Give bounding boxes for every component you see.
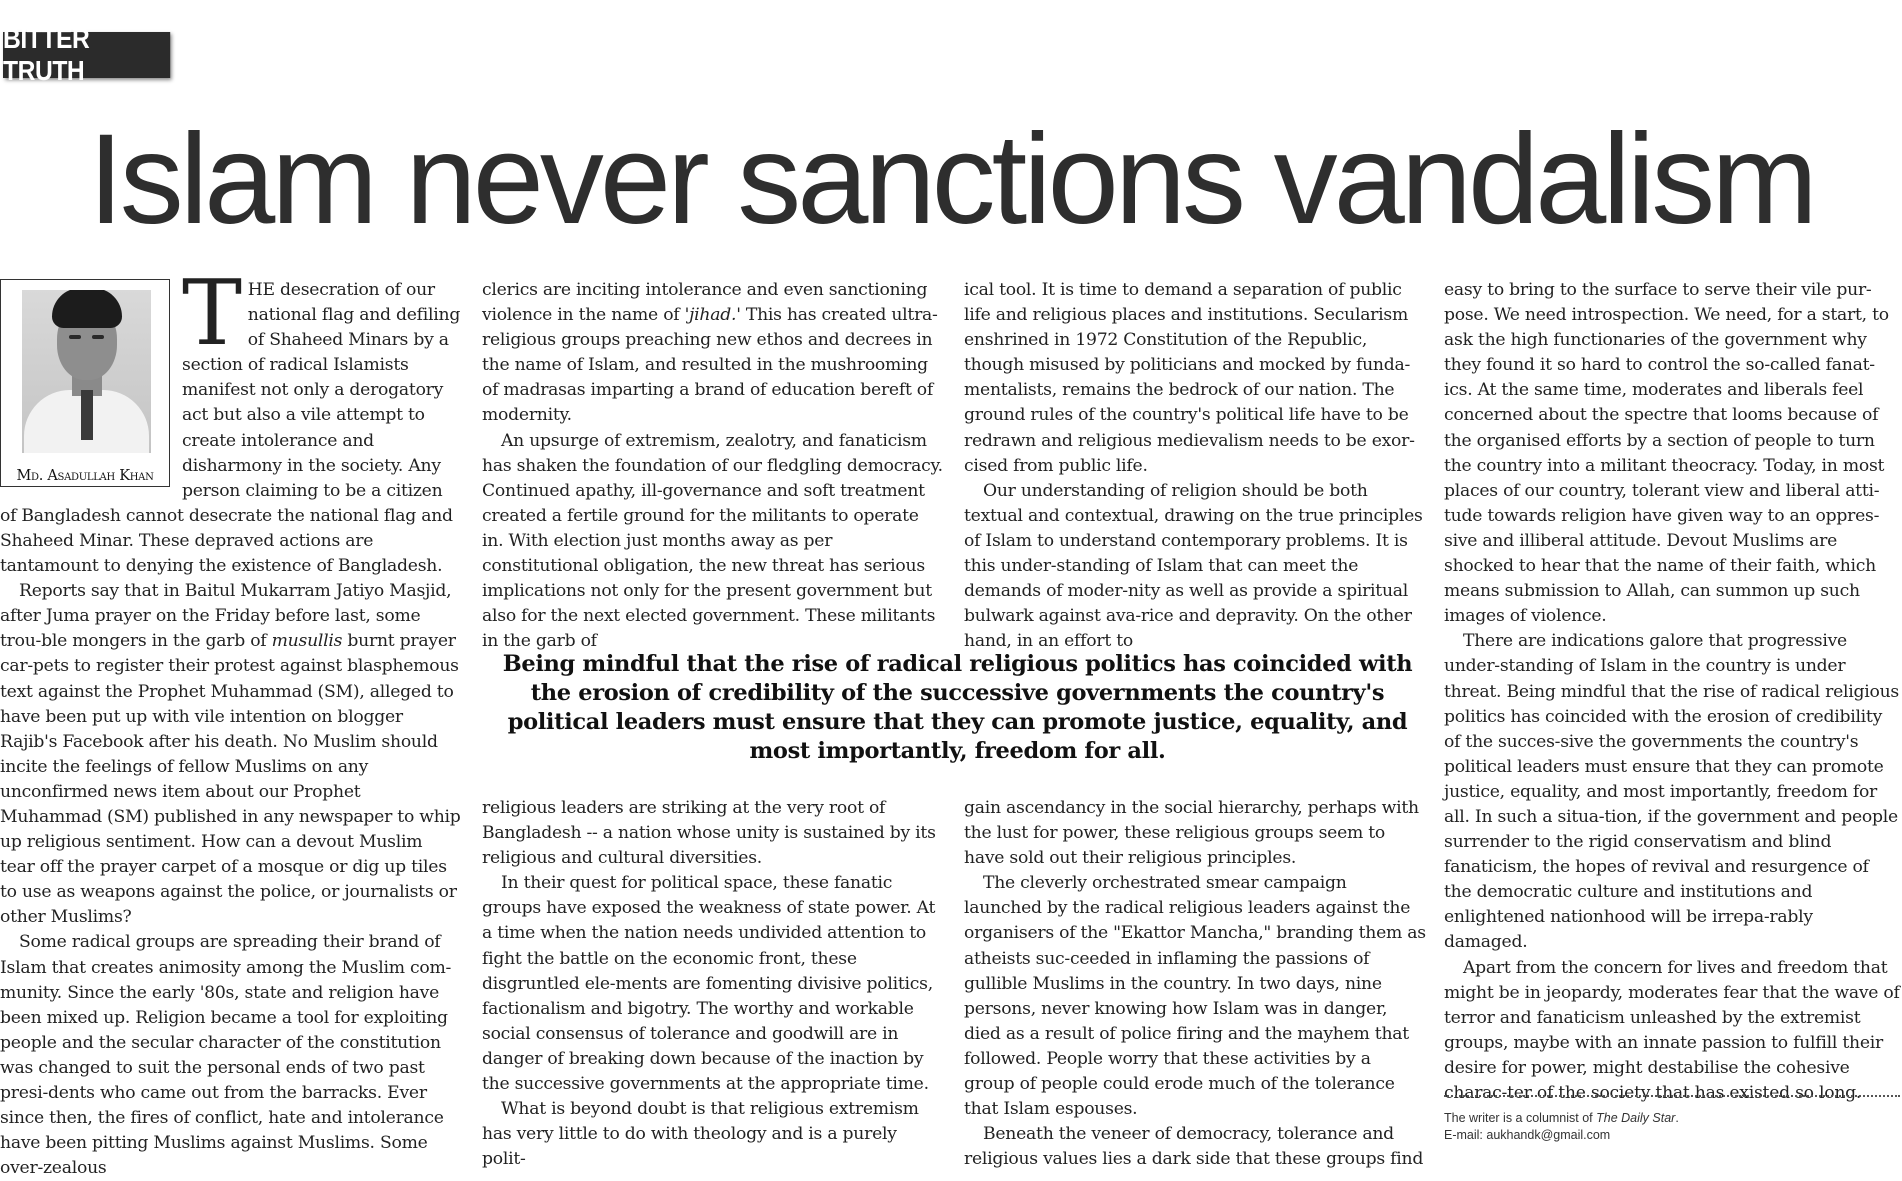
writer-email: E-mail: aukhandk@gmail.com — [1444, 1128, 1611, 1142]
column-3-bottom — [964, 796, 1426, 1172]
column-4 — [1444, 278, 1900, 1106]
paragraph: ical tool. It is time to demand a separation of public life and religious places and institutions. Secularism enshrined in 1972 Constitution of the Republic, though misused by politicians and mocked by funda-mentalists, remains the bedrock of our nation. The ground rules of the country's political life have to be redrawn and religious medievalism needs to be exor-cised from public life. — [964, 280, 1415, 476]
paragraph: gain ascendancy in the social hierarchy, perhaps with the lust for power, these religious groups seem to have sold out their religious principles. — [964, 798, 1419, 869]
paragraph: THE desecration of our national flag and defiling of Shaheed Minars by a section of radical Islamists manifest not only a derogatory act but also a vile attempt to create intolerance and disharmony in the society. Any person claiming to be a citizen of Bangladesh cannot desecrate the national flag and Shaheed Minar. These depraved actions are tantamount to denying the existence of Bangladesh. — [0, 261, 461, 577]
paragraph: Our understanding of religion should be both textual and contextual, drawing on the true principles of Islam to understand contemporary problems. It is this under-standing of Islam that can meet the demands of moder-nity as well as provide a spiritual bulwark against ava-rice and depravity. On the other hand, in an effort to — [964, 480, 1423, 652]
paragraph: In their quest for political space, these fanatic groups have exposed the weakness of state power. At a time when the nation needs undivided attention to fight the battle on the economic front, these disgruntled ele-ments are fomenting divisive politics, factionalism and bigotry. The worthy and workable social consensus of tolerance and goodwill are in danger of breaking down because of the inaction by the successive governments at the appropriate time. — [482, 873, 936, 1095]
column-1 — [0, 261, 462, 1181]
column-3-top — [964, 278, 1426, 654]
footer-divider — [1444, 1095, 1900, 1097]
paragraph: What is beyond doubt is that religious extremism has very little to do with theology and is a purely polit- — [482, 1099, 919, 1170]
paragraph: religious leaders are striking at the very root of Bangladesh -- a nation whose unity is sustained by its religious and cultural diversities. — [482, 798, 936, 869]
paragraph: The cleverly orchestrated smear campaign launched by the radical religious leaders against the organisers of the "Ekattor Mancha," branding them as atheists suc-ceeded in inflaming the passions of gullible Muslims in the country. In two days, nine persons, never knowing how Islam was in danger, died as a result of police firing and the mayhem that followed. People worry that these activities by a group of people could erode much of the tolerance that Islam espouses. — [964, 873, 1426, 1120]
paragraph: Apart from the concern for lives and freedom that might be in jeopardy, moderates fear that the wave of terror and fanaticism unleashed by the extremist groups, maybe with an innate passion to fulfill their desire for power, might destabilise the cohesive charac-ter of the society that has existed so long. — [1444, 957, 1900, 1103]
headline: Islam never sanctions vandalism — [88, 108, 1814, 251]
author-photo-box — [0, 279, 170, 487]
paragraph: easy to bring to the surface to serve their vile pur-pose. We need introspection. We need, for a start, to ask the high functionaries of the government why they found it so hard to control the so-called fanat-ics. At the same time, moderates and liberals feel concerned about the spectre that looms because of the organised efforts by a section of people to turn the country into a militant theocracy. Today, in most places of our country, tolerant view and liberal atti-tude towards religion have given way to an oppres-sive and illiberal attitude. Devout Muslims are shocked to hear that the name of their faith, which means submission to Allah, can summon up such images of violence. — [1444, 280, 1889, 627]
paragraph: There are indications galore that progressive under-standing of Islam in the country is under threat. Being mindful that the rise of radical religious politics has coincided with the erosion of credibility of the succes-sive the governments the country's political leaders must ensure that they can promote justice, equality, and most importantly, freedom for all. In such a situa-tion, if the government and people surrender to the rigid conservatism and blind fanaticism, the hopes of revival and resurgence of the democratic culture and institutions and enlightened nationhood will be irrepa-rably damaged. — [1444, 631, 1899, 953]
author-photo — [22, 290, 151, 453]
paragraph: Some radical groups are spreading their brand of Islam that creates animosity among the Muslim com-munity. Since the early '80s, state and religion have been mixed up. Religion became a tool for exploiting people and the secular character of the constitution was changed to suit the personal ends of two past presi-dents who came out from the barracks. Ever since then, the fires of conflict, hate and intolerance have been pitting Muslims against Muslims. Some over-zealous — [0, 932, 452, 1179]
pull-quote: Being mindful that the rise of radical religious politics has coincided with the erosion of credibility of the successive governments the country's political leaders must ensure that they can promote justice, equality, and most importantly, freedom for all. — [502, 651, 1413, 764]
author-byline: Md. Asadullah Khan — [16, 468, 154, 484]
paragraph: An upsurge of extremism, zealotry, and fanaticism has shaken the foundation of our fledgling democracy. Continued apathy, ill-governance and soft treatment created a fertile ground for the militants to operate in. With election just months away as per constitutional obligation, the new threat has serious implications not only for the present government but also for the next elected government. These militants in the garb of — [482, 430, 943, 652]
drop-cap: T — [182, 261, 242, 366]
column-2-bottom — [482, 796, 944, 1172]
paragraph: clerics are inciting intolerance and even sanctioning violence in the name of 'jihad.' This has created ultra-religious groups preaching new ethos and decrees in the name of Islam, and resulted in the mushrooming of madrasas imparting a brand of education bereft of modernity. — [482, 280, 938, 426]
section-kicker: BITTER TRUTH — [3, 32, 170, 78]
paragraph: Reports say that in Baitul Mukarram Jatiyo Masjid, after Juma prayer on the Friday before last, some trou-ble mongers in the garb of musullis burnt prayer car-pets to register their protest against blasphemous text against the Prophet Muhammad (SM), alleged to have been put up with vile intention on blogger Rajib's Facebook after his death. No Muslim should incite the feelings of fellow Muslims on any unconfirmed news item about our Prophet Muhammad (SM) published in any newspaper to whip up religious sentiment. How can a devout Muslim tear off the prayer carpet of a mosque or dig up tiles to use as weapons against the police, or journalists or other Muslims? — [0, 581, 461, 928]
writer-note: The writer is a columnist of The Daily Star. — [1444, 1111, 1679, 1125]
paragraph: Beneath the veneer of democracy, tolerance and religious values lies a dark side that these groups find — [964, 1124, 1424, 1170]
column-2-top — [482, 278, 944, 654]
